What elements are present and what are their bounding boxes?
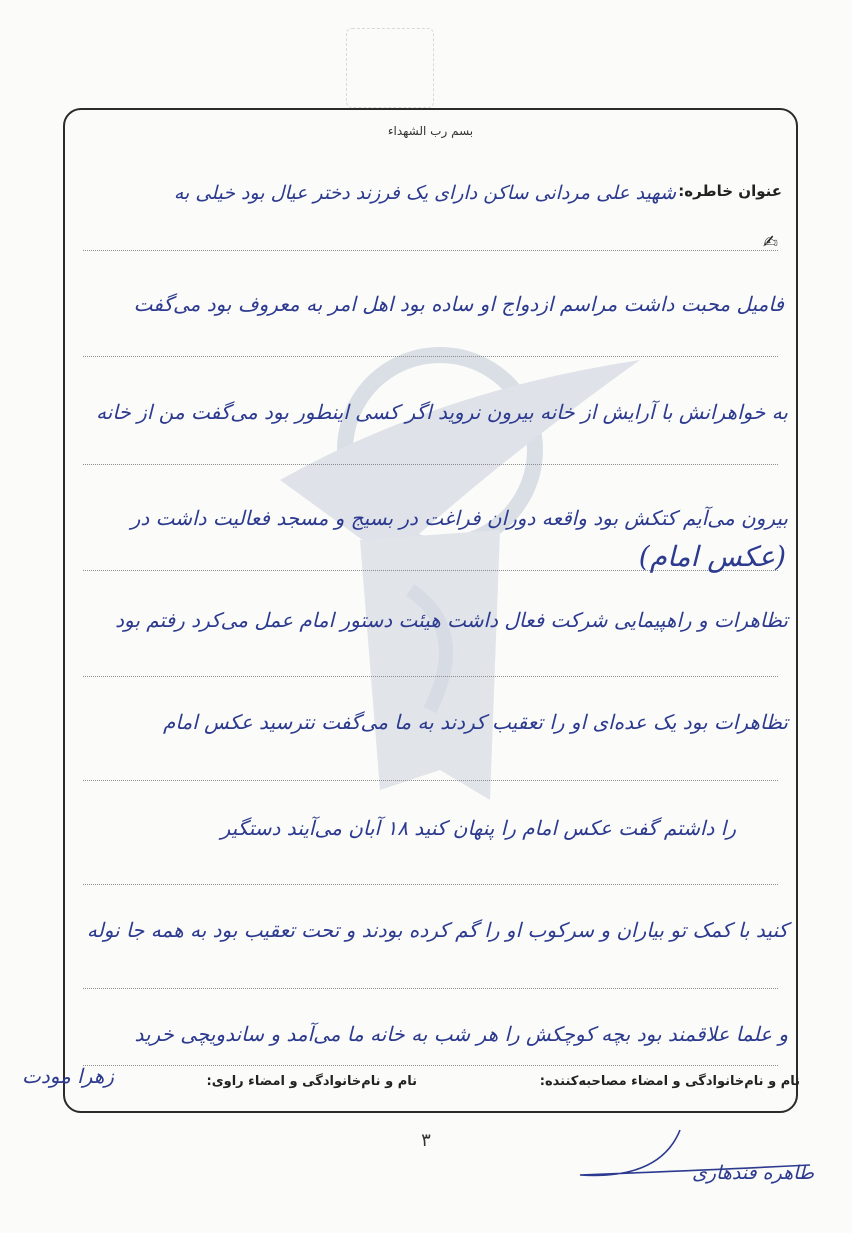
ruled-line [83, 464, 778, 465]
ruled-line [83, 1065, 778, 1066]
ruled-line [83, 250, 778, 251]
handwritten-line: را داشتم گفت عکس امام را پنهان کنید ۱۸ آبان می‌آیند دستگیر [220, 816, 736, 840]
ruled-line [83, 676, 778, 677]
handwritten-title: شهید علی مردانی ساکن دارای یک فرزند دختر عیال بود خیلی به [173, 182, 676, 204]
memoir-form-frame [63, 108, 798, 1113]
ruled-line [83, 884, 778, 885]
handwritten-line: به خواهرانش با آرایش از خانه بیرون نروید اگر کسی اینطور بود می‌گفت من از خانه [96, 400, 788, 424]
ruled-line [83, 356, 778, 357]
registration-stamp [346, 28, 434, 108]
ruled-line [83, 988, 778, 989]
handwritten-line: تظاهرات بود یک عده‌ای او را تعقیب کردند به ما می‌گفت نترسید عکس امام [163, 710, 788, 734]
narrator-signature: زهرا مودت [22, 1064, 114, 1088]
handwritten-line: فامیل محبت داشت مراسم ازدواج او ساده بود اهل امر به معروف بود می‌گفت [133, 292, 784, 316]
handwritten-line: و علما علاقمند بود بچه کوچکش را هر شب به خانه ما می‌آمد و ساندویچی خرید [134, 1022, 788, 1046]
memoir-title-label: عنوان خاطره: [678, 182, 782, 200]
interviewer-signature-label: نام و نام‌خانوادگی و امضاء مصاحبه‌کننده: [539, 1074, 800, 1089]
writing-hand-icon: ✍ [762, 232, 778, 253]
handwritten-note: (عکس امام) [638, 540, 786, 573]
handwritten-line: تظاهرات و راهپیمایی شرکت فعال داشت هیئت دستور امام عمل می‌کرد رفتم بود [115, 608, 788, 632]
form-header: بسم رب الشهداء [387, 124, 474, 138]
handwritten-line: بیرون می‌آیم کتکش بود واقعه دوران فراغت در بسیج و مسجد فعالیت داشت در [130, 506, 788, 530]
handwritten-line: کنید با کمک تو بیاران و سرکوب او را گم کرده بودند و تحت تعقیب بود به همه جا نوله [86, 918, 788, 942]
narrator-signature-label: نام و نام‌خانوادگی و امضاء راوی: [206, 1074, 417, 1089]
page-number: ۳ [421, 1130, 431, 1151]
ruled-line [83, 780, 778, 781]
interviewer-signature: طاهره قندهاری [692, 1162, 815, 1184]
